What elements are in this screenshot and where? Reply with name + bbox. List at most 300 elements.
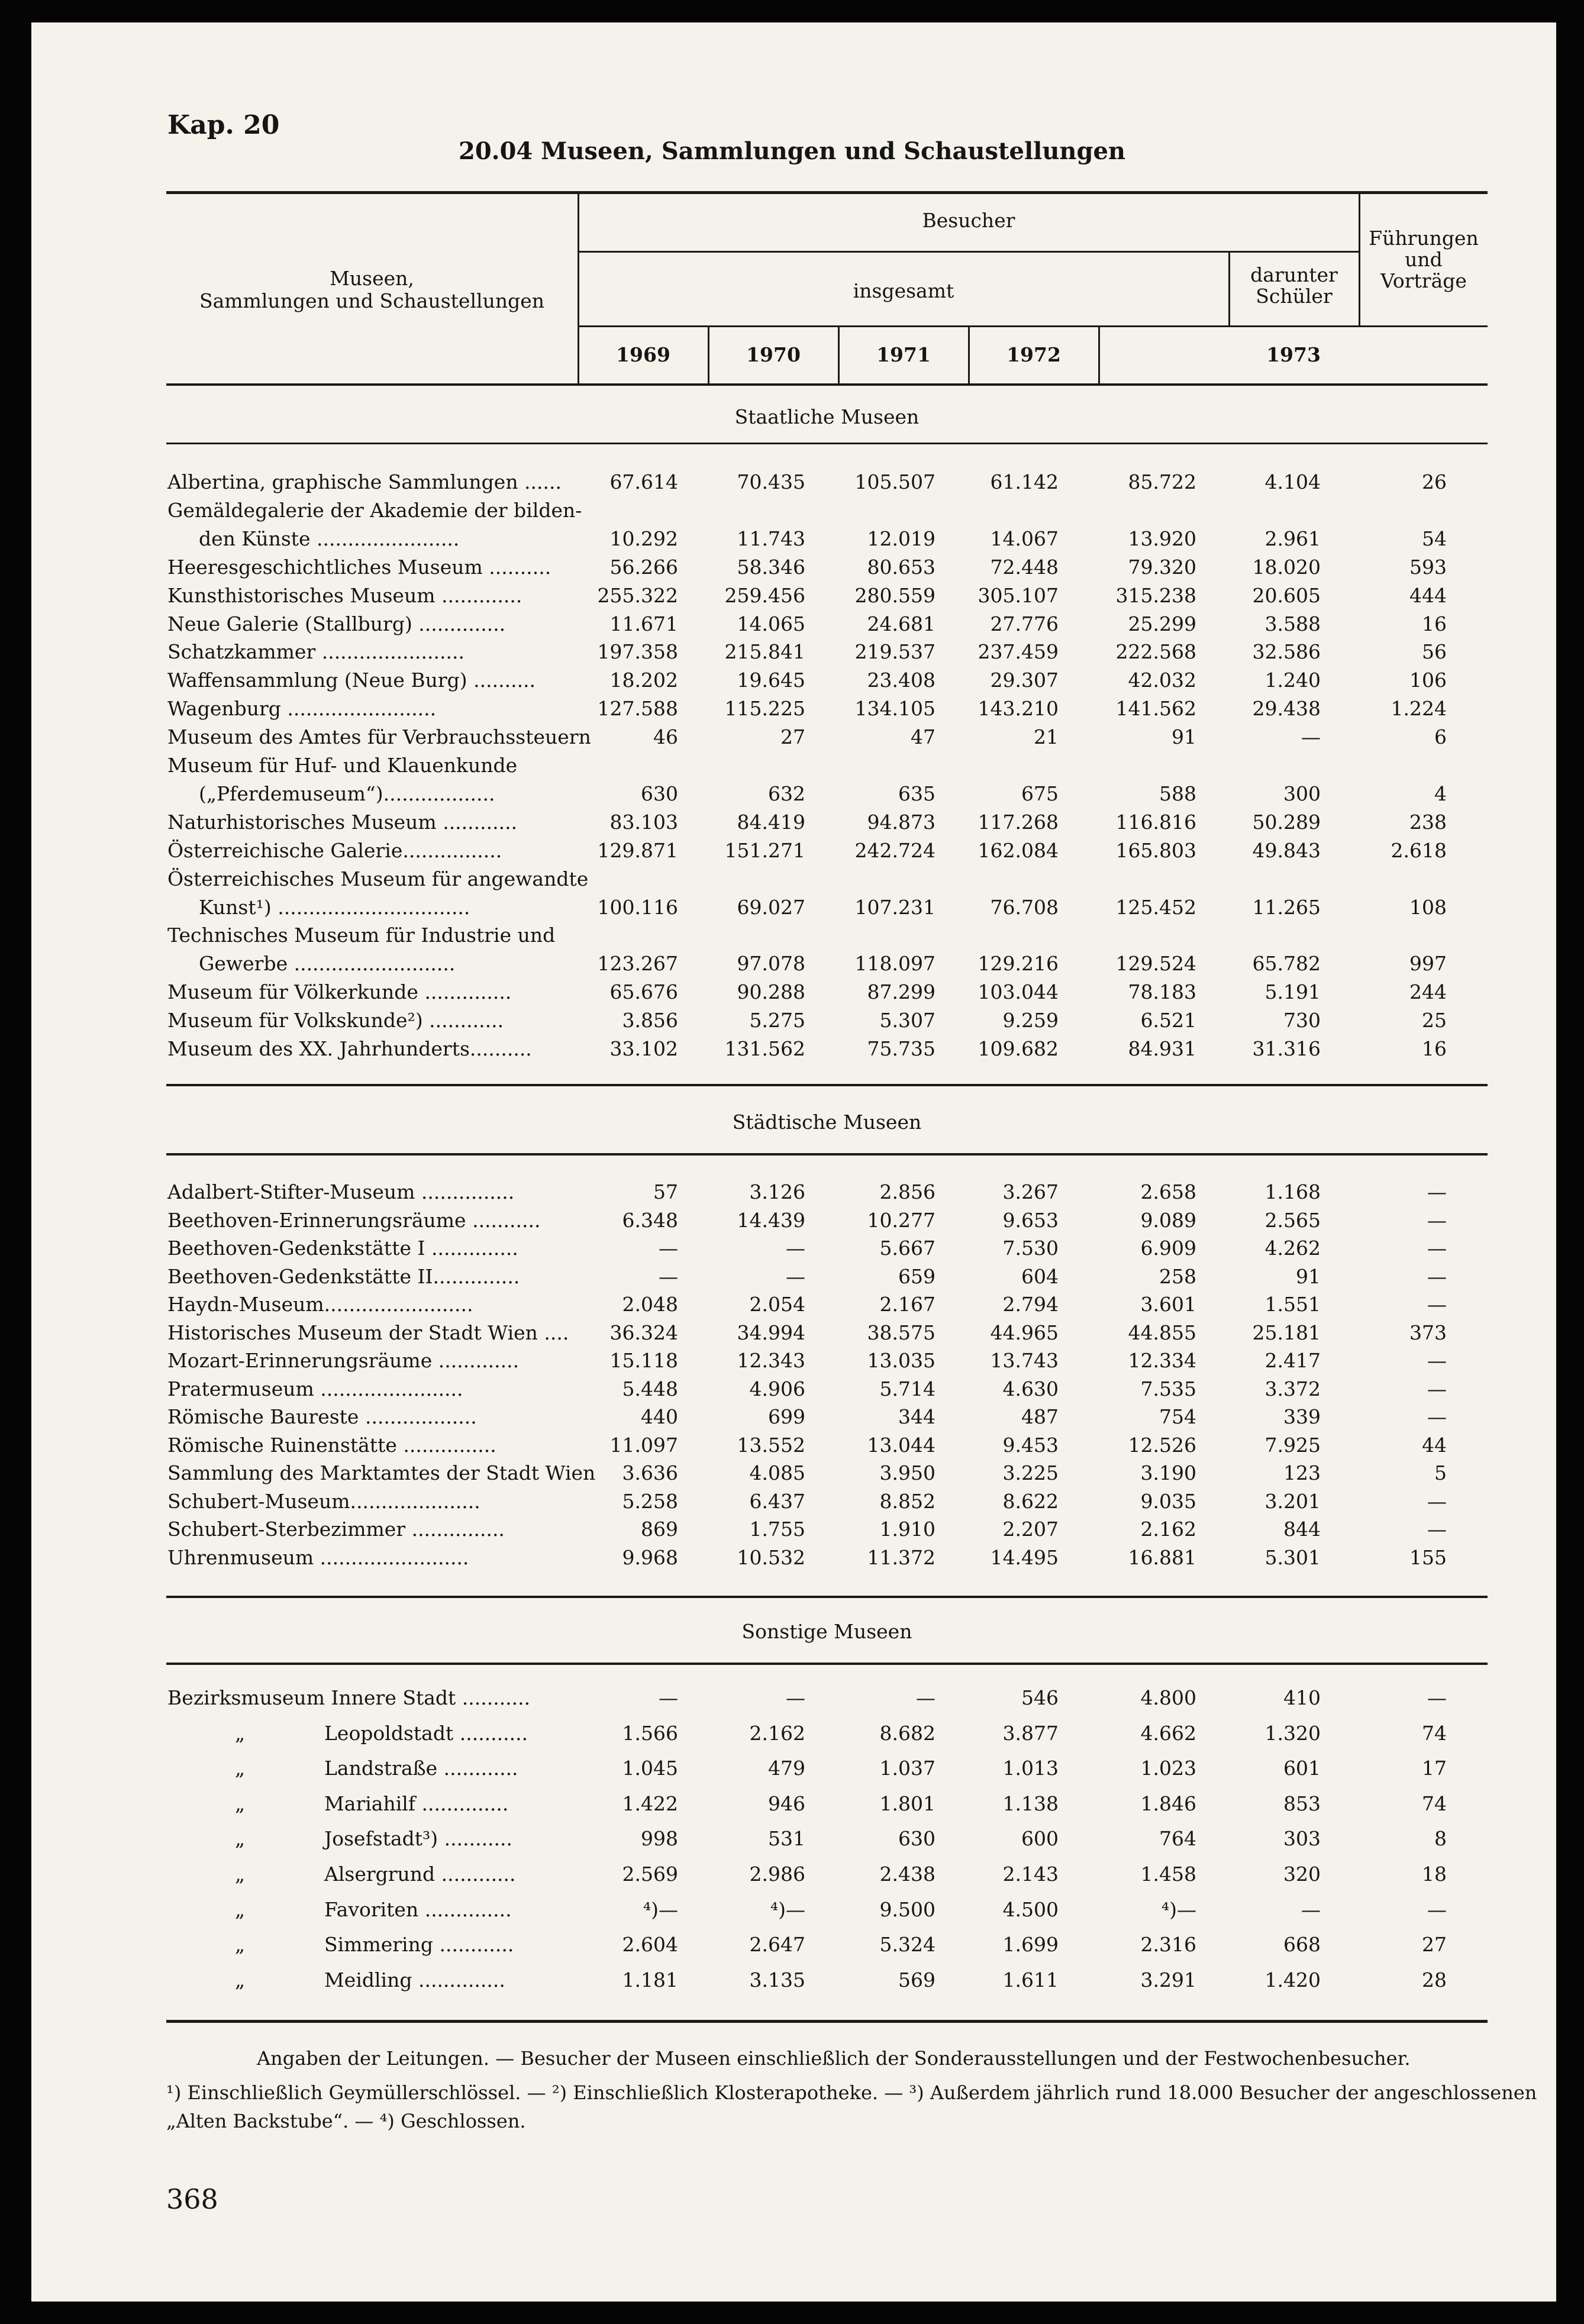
table-cell: 601 [1283,1757,1321,1780]
table-cell: 2.658 [1140,1180,1196,1203]
ditto-mark: „ [235,1792,246,1815]
row-label: Neue Galerie (Stallburg) .............. [167,612,506,635]
ditto-mark: „ [235,1722,246,1745]
table-cell: 344 [898,1405,935,1428]
table-cell: 97.078 [737,952,805,975]
table-cell: 219.537 [854,640,935,663]
row-label: Kunsthistorisches Museum ............. [167,584,522,607]
table-cell: 123 [1283,1461,1321,1484]
table-cell: 155 [1409,1546,1447,1569]
table-cell: 18.020 [1252,556,1321,579]
table-cell: 106 [1409,669,1447,692]
table-cell: 11.372 [867,1546,935,1569]
table-cell: 9.968 [622,1546,678,1569]
table-cell: — [916,1686,935,1709]
table-cell: 2.986 [749,1863,805,1886]
table-cell: 4.085 [749,1461,805,1484]
table-cell: 90.288 [737,980,805,1003]
row-label: Leopoldstadt ........... [324,1722,528,1745]
table-cell: 44.855 [1128,1321,1196,1344]
table-cell: 2.604 [622,1933,678,1956]
table-cell: 280.559 [854,584,935,607]
row-label: („Pferdemuseum“).................. [199,782,495,805]
table-cell: 12.019 [867,527,935,550]
table-cell: 373 [1409,1321,1447,1344]
table-cell: 699 [768,1405,805,1428]
table-cell: 16 [1422,1037,1447,1060]
table-cell: 5.301 [1264,1546,1321,1569]
table-cell: 5.324 [879,1933,935,1956]
table-cell: 20.605 [1252,584,1321,607]
table-cell: 12.343 [737,1349,805,1372]
table-cell: 84.419 [737,811,805,834]
table-cell: 479 [768,1757,805,1780]
section-title: Sonstige Museen [741,1620,912,1643]
table-cell: — [1427,1377,1447,1400]
table-cell: 1.037 [879,1757,935,1780]
table-cell: 58.346 [737,556,805,579]
table-cell: 3.126 [749,1180,805,1203]
table-cell: 14.065 [737,612,805,635]
table-cell: ⁴)— [770,1898,805,1921]
table-cell: — [1427,1265,1447,1288]
table-cell: — [1427,1209,1447,1232]
table-cell: 3.135 [749,1968,805,1991]
table-cell: 7.530 [1002,1237,1059,1260]
table-cell: 6.521 [1140,1009,1196,1032]
table-cell: 2.565 [1264,1209,1321,1232]
table-cell: 1.755 [749,1518,805,1541]
table-cell: — [786,1686,805,1709]
table-cell: 1.910 [879,1518,935,1541]
row-label: Schatzkammer ....................... [167,640,464,663]
table-cell: 141.562 [1115,697,1196,720]
table-cell: 410 [1283,1686,1321,1709]
row-label: Simmering ............ [324,1933,514,1956]
header-row-label [166,267,578,312]
table-cell: 5.258 [622,1490,678,1513]
table-cell: 75.735 [867,1037,935,1060]
table-cell: 25.181 [1252,1321,1321,1344]
table-cell: 38.575 [867,1321,935,1344]
table-cell: 946 [768,1792,805,1815]
header-row-label-line: Museen, [330,267,414,290]
table-cell: 259.456 [724,584,805,607]
table-cell: 129.216 [978,952,1059,975]
table-cell: 54 [1422,527,1447,550]
row-label: Schubert-Sterbezimmer ............... [167,1518,505,1541]
row-label: Haydn-Museum........................ [167,1293,473,1316]
table-cell: 47 [911,725,935,748]
table-cell: 165.803 [1115,839,1196,862]
row-label: Uhrenmuseum ........................ [167,1546,469,1569]
source-note: Angaben der Leitungen. — Besucher der Museen einschließlich der Sonderausstellungen und der Festwochenbesucher. [257,2047,1411,2070]
table-title: 20.04 Museen, Sammlungen und Schaustellungen [458,137,1125,165]
table-cell: 134.105 [854,697,935,720]
table-cell: 8 [1434,1827,1447,1850]
table-cell: 109.682 [978,1037,1059,1060]
header-year: 1971 [876,343,931,366]
table-cell: 2.316 [1140,1933,1196,1956]
table-cell: 116.816 [1115,811,1196,834]
table-cell: 36.324 [609,1321,678,1344]
row-label: Albertina, graphische Sammlungen ...... [167,470,562,493]
table-cell: 675 [1021,782,1059,805]
table-cell: 85.722 [1128,470,1196,493]
table-cell: 3.636 [622,1461,678,1484]
table-cell: 4 [1434,782,1447,805]
table-cell: 238 [1409,811,1447,834]
row-label: Wagenburg ........................ [167,697,437,720]
table-cell: 16.881 [1128,1546,1196,1569]
table-cell: 869 [641,1518,678,1541]
table-cell: 2.054 [749,1293,805,1316]
table-cell: 3.372 [1264,1377,1321,1400]
table-cell: 1.699 [1002,1933,1059,1956]
table-cell: 2.162 [1140,1518,1196,1541]
header-tours-line: und [1405,248,1443,271]
row-label: Mozart-Erinnerungsräume ............. [167,1349,520,1372]
header-year: 1970 [746,343,801,366]
table-cell: — [1427,1518,1447,1541]
table-cell: 103.044 [978,980,1059,1003]
table-cell: 2.417 [1264,1349,1321,1372]
table-cell: 1.551 [1264,1293,1321,1316]
table-cell: — [1427,1349,1447,1372]
section-separator [166,1596,1488,1598]
table-cell: 764 [1159,1827,1196,1850]
table-cell: 2.856 [879,1180,935,1203]
table-cell: 1.224 [1391,697,1447,720]
table-cell: 5.448 [622,1377,678,1400]
table-cell: 84.931 [1128,1037,1196,1060]
table-cell: 1.422 [622,1792,678,1815]
section-title: Städtische Museen [732,1111,922,1134]
row-label: Museum des XX. Jahrhunderts.......... [167,1037,532,1060]
header-tours-line: Vorträge [1380,269,1467,292]
table-cell: 11.097 [609,1434,678,1457]
table-cell: 237.459 [978,640,1059,663]
table-cell: 258 [1159,1265,1196,1288]
table-cell: 3.601 [1140,1293,1196,1316]
table-cell: 129.871 [597,839,678,862]
header-top-rule [166,191,1488,194]
table-cell: 630 [898,1827,935,1850]
table-cell: 42.032 [1128,669,1196,692]
table-cell: 28 [1422,1968,1447,1991]
table-cell: 26 [1422,470,1447,493]
table-cell: 9.089 [1140,1209,1196,1232]
table-cell: 34.994 [737,1321,805,1344]
table-cell: 65.676 [609,980,678,1003]
table-cell: 44 [1422,1434,1447,1457]
table-cell: 242.724 [854,839,935,862]
table-cell: 9.500 [879,1898,935,1921]
table-cell: 9.653 [1002,1209,1059,1232]
table-cell: 100.116 [597,896,678,919]
table-cell: 1.045 [622,1757,678,1780]
table-cell: 105.507 [854,470,935,493]
table-cell: 8.682 [879,1722,935,1745]
table-cell: 1.846 [1140,1792,1196,1815]
table-cell: — [1427,1180,1447,1203]
row-label: Landstraße ............ [324,1757,518,1780]
table-cell: 4.906 [749,1377,805,1400]
table-cell: 339 [1283,1405,1321,1428]
table-cell: 74 [1422,1722,1447,1745]
row-label: Museum für Huf- und Klauenkunde [167,754,518,777]
table-cell: — [786,1265,805,1288]
table-cell: 13.035 [867,1349,935,1372]
table-cell: 131.562 [724,1037,805,1060]
table-cell: 5.191 [1264,980,1321,1003]
table-cell: 14.439 [737,1209,805,1232]
header-row-label-line: Sammlungen und Schaustellungen [199,289,544,312]
table-cell: 244 [1409,980,1447,1003]
table-cell: 3.950 [879,1461,935,1484]
table-cell: 94.873 [867,811,935,834]
table-cell: 10.292 [609,527,678,550]
table-cell: 1.320 [1264,1722,1321,1745]
table-cell: 56 [1422,640,1447,663]
table-cell: 107.231 [854,896,935,919]
table-cell: 72.448 [990,556,1059,579]
header-year: 1973 [1266,343,1321,366]
table-cell: — [1427,1405,1447,1428]
table-cell: 3.225 [1002,1461,1059,1484]
header-pupils [1230,264,1359,307]
table-cell: 23.408 [867,669,935,692]
table-cell: 593 [1409,556,1447,579]
table-cell: 998 [641,1827,678,1850]
table-cell: 12.526 [1128,1434,1196,1457]
table-cell: 50.289 [1252,811,1321,834]
row-label: Sammlung des Marktamtes der Stadt Wien [167,1461,596,1484]
table-cell: — [786,1237,805,1260]
table-cell: 3.291 [1140,1968,1196,1991]
table-cell: 11.265 [1252,896,1321,919]
header-bottom-rule [166,383,1488,386]
header-mid-rule [579,325,1488,327]
table-cell: 13.552 [737,1434,805,1457]
section-separator [166,2020,1488,2023]
table-cell: 69.027 [737,896,805,919]
table-cell: 222.568 [1115,640,1196,663]
table-cell: 151.271 [724,839,805,862]
table-cell: 13.743 [990,1349,1059,1372]
table-cell: 2.143 [1002,1863,1059,1886]
table-cell: 56.266 [609,556,678,579]
table-cell: 5 [1434,1461,1447,1484]
table-cell: 2.794 [1002,1293,1059,1316]
table-cell: 215.841 [724,640,805,663]
table-cell: 6.437 [749,1490,805,1513]
table-cell: 74 [1422,1792,1447,1815]
table-cell: 16 [1422,612,1447,635]
ditto-mark: „ [235,1863,246,1886]
table-cell: — [1301,725,1321,748]
table-cell: ⁴)— [643,1898,678,1921]
header-sub-rule [579,251,1360,253]
table-cell: 997 [1409,952,1447,975]
table-cell: 444 [1409,584,1447,607]
table-cell: 7.535 [1140,1377,1196,1400]
row-label: Römische Ruinenstätte ............... [167,1434,496,1457]
table-cell: 91 [1172,725,1196,748]
row-label: Österreichisches Museum für angewandte [167,867,589,890]
table-cell: 65.782 [1252,952,1321,975]
table-cell: 588 [1159,782,1196,805]
table-cell: 2.961 [1264,527,1321,550]
table-cell: 13.044 [867,1434,935,1457]
row-label: Museum für Volkskunde²) ............ [167,1009,504,1032]
table-cell: 303 [1283,1827,1321,1850]
table-cell: 6.348 [622,1209,678,1232]
table-cell: 3.190 [1140,1461,1196,1484]
table-cell: 6 [1434,725,1447,748]
table-cell: 12.334 [1128,1349,1196,1372]
table-cell: 21 [1034,725,1059,748]
table-cell: 1.420 [1264,1968,1321,1991]
table-cell: 4.262 [1264,1237,1321,1260]
table-cell: 11.671 [609,612,678,635]
table-cell: 10.532 [737,1546,805,1569]
ditto-mark: „ [235,1757,246,1780]
table-cell: 2.647 [749,1933,805,1956]
row-label: Kunst¹) ............................... [199,896,470,919]
table-cell: 18 [1422,1863,1447,1886]
table-cell: ⁴)— [1161,1898,1196,1921]
table-cell: 1.168 [1264,1180,1321,1203]
table-cell: 17 [1422,1757,1447,1780]
row-label: den Künste ....................... [199,527,460,550]
table-cell: 27 [1422,1933,1447,1956]
row-label: Pratermuseum ....................... [167,1377,463,1400]
table-cell: 1.611 [1002,1968,1059,1991]
row-label: Museum des Amtes für Verbrauchssteuern [167,725,591,748]
header-pupils-line: Schüler [1256,285,1333,308]
ditto-mark: „ [235,1968,246,1991]
table-cell: 15.118 [609,1349,678,1372]
table-cell: 10.277 [867,1209,935,1232]
table-cell: 1.138 [1002,1792,1059,1815]
table-cell: — [659,1265,678,1288]
table-cell: — [1427,1898,1447,1921]
table-cell: 18.202 [609,669,678,692]
table-cell: 440 [641,1405,678,1428]
table-cell: 600 [1021,1827,1059,1850]
table-cell: 4.800 [1140,1686,1196,1709]
row-label: Bezirksmuseum Innere Stadt ........... [167,1686,531,1709]
table-cell: 9.259 [1002,1009,1059,1032]
ditto-mark: „ [235,1933,246,1956]
table-cell: 83.103 [609,811,678,834]
table-cell: — [1427,1686,1447,1709]
table-cell: 46 [653,725,678,748]
table-cell: 2.569 [622,1863,678,1886]
section-rule [166,443,1488,444]
table-cell: 2.207 [1002,1518,1059,1541]
ditto-mark: „ [235,1827,246,1850]
table-cell: 5.667 [879,1237,935,1260]
row-label: Gewerbe .......................... [199,952,456,975]
table-cell: 80.653 [867,556,935,579]
row-label: Beethoven-Gedenkstätte II.............. [167,1265,520,1288]
table-cell: 29.307 [990,669,1059,692]
row-label: Beethoven-Gedenkstätte I .............. [167,1237,518,1260]
table-cell: 255.322 [597,584,678,607]
table-cell: 315.238 [1115,584,1196,607]
header-year: 1972 [1006,343,1061,366]
table-cell: 24.681 [867,612,935,635]
table-cell: 14.067 [990,527,1059,550]
table-cell: 118.097 [854,952,935,975]
table-cell: 49.843 [1252,839,1321,862]
header-tours-line: Führungen [1369,227,1479,250]
table-cell: — [659,1686,678,1709]
row-label: Josefstadt³) ........... [324,1827,513,1850]
row-label: Gemäldegalerie der Akademie der bilden- [167,499,582,522]
page-number: 368 [166,2183,218,2215]
table-cell: 61.142 [990,470,1059,493]
table-cell: 143.210 [978,697,1059,720]
footnote: „Alten Backstube“. — ⁴) Geschlossen. [166,2110,526,2132]
table-cell: 115.225 [724,697,805,720]
table-cell: 14.495 [990,1546,1059,1569]
table-cell: 87.299 [867,980,935,1003]
row-label: Waffensammlung (Neue Burg) .......... [167,669,536,692]
table-cell: 1.013 [1002,1757,1059,1780]
row-label: Alsergrund ............ [324,1863,516,1886]
table-cell: 31.316 [1252,1037,1321,1060]
table-cell: 632 [768,782,805,805]
table-cell: 129.524 [1115,952,1196,975]
table-cell: 2.438 [879,1863,935,1886]
table-cell: 4.500 [1002,1898,1059,1921]
table-cell: 2.162 [749,1722,805,1745]
table-cell: — [1427,1490,1447,1513]
table-cell: 27.776 [990,612,1059,635]
header-tours [1360,228,1488,292]
table-cell: 29.438 [1252,697,1321,720]
table-cell: 1.240 [1264,669,1321,692]
table-cell: 8.622 [1002,1490,1059,1513]
table-cell: 1.181 [622,1968,678,1991]
table-cell: 79.320 [1128,556,1196,579]
header-total: insgesamt [853,279,954,302]
table-cell: 730 [1283,1009,1321,1032]
table-cell: 3.201 [1264,1490,1321,1513]
row-label: Favoriten .............. [324,1898,512,1921]
table-cell: 3.588 [1264,612,1321,635]
table-cell: — [1301,1898,1321,1921]
table-cell: 531 [768,1827,805,1850]
table-cell: 1.801 [879,1792,935,1815]
table-cell: 604 [1021,1265,1059,1288]
table-cell: 13.920 [1128,527,1196,550]
table-cell: 4.662 [1140,1722,1196,1745]
table-cell: — [1427,1293,1447,1316]
table-cell: 5.714 [879,1377,935,1400]
table-cell: 546 [1021,1686,1059,1709]
table-cell: 8.852 [879,1490,935,1513]
table-cell: 3.267 [1002,1180,1059,1203]
table-cell: 32.586 [1252,640,1321,663]
table-cell: 659 [898,1265,935,1288]
table-cell: 3.877 [1002,1722,1059,1745]
table-cell: 25.299 [1128,612,1196,635]
table-cell: 487 [1021,1405,1059,1428]
